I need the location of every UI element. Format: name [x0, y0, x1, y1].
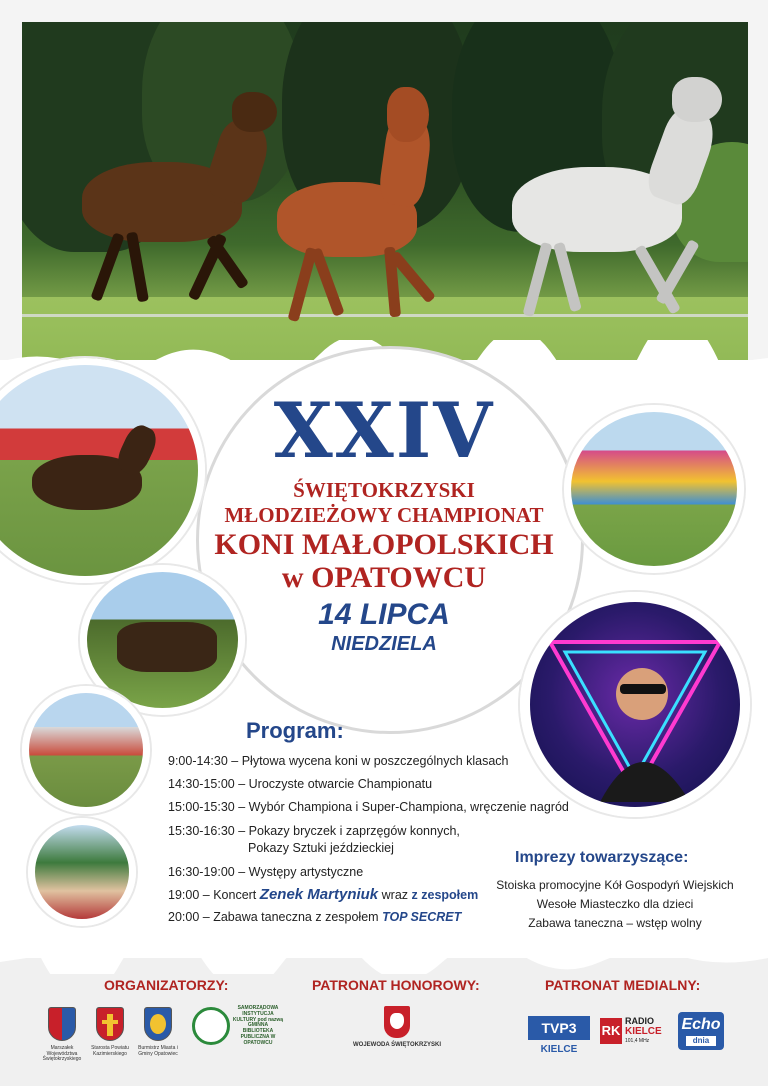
torn-edge-bottom: [0, 944, 768, 974]
event-date: 14 LIPCA: [318, 598, 450, 631]
horse-chestnut: [267, 82, 467, 322]
crest-caption: Starosta Powiatu Kazimierskiego: [91, 1045, 129, 1057]
title-line-1: ŚWIĘTOKRZYSKI: [293, 478, 475, 502]
extras-item: Stoiska promocyjne Kół Gospodyń Wiejskich: [496, 878, 734, 892]
title-line-2: MŁODZIEŻOWY CHAMPIONAT: [224, 503, 544, 527]
program-item: 9:00-14:30 – Płytowa wycena koni w poszczególnych klasach: [168, 754, 509, 768]
program-item-concert: 19:00 – Koncert Zenek Martyniuk wraz z zespołem: [168, 886, 479, 903]
program-item: 16:30-19:00 – Występy artystyczne: [168, 865, 364, 879]
institution-text: SAMORZĄDOWA INSTYTUCJA KULTURY pod nazwą GMINNA BIBLIOTEKA PUBLICZNA W OPATOWCU: [232, 1005, 284, 1046]
tvp3-logo: TVP3: [528, 1016, 590, 1040]
extras-heading: Imprezy towarzyszące:: [515, 849, 689, 866]
extras-item: Zabawa taneczna – wstęp wolny: [528, 916, 702, 930]
extras-item: Wesołe Miasteczko dla dzieci: [536, 897, 694, 911]
horse-bay: [62, 92, 282, 312]
horse-grey: [482, 77, 742, 327]
crest-caption: Marszałek Województwa Świętokrzyskiego: [42, 1045, 82, 1062]
program-heading: Program:: [246, 718, 344, 743]
artist-name: Zenek Martyniuk: [259, 886, 379, 903]
program-item: 20:00 – Zabawa taneczna z zespołem TOP SECRET: [168, 910, 462, 924]
edition-number: XXIV: [273, 386, 495, 475]
event-day: NIEDZIELA: [331, 633, 437, 655]
title-line-3: KONI MAŁOPOLSKICH: [214, 528, 554, 561]
photo-circle-carriages: [22, 686, 150, 814]
radio-kielce-logo: RK RADIO KIELCE 101,4 MHz: [601, 1016, 662, 1044]
program-item: 15:30-16:30 – Pokazy bryczek i zaprzęgów konnych,: [168, 824, 460, 838]
eagle-emblem-icon: [384, 1006, 410, 1038]
honorary-caption: WOJEWODA ŚWIĘTOKRZYSKI: [352, 1042, 441, 1048]
crest-municipality-icon: [144, 1007, 172, 1041]
program-item-continuation: Pokazy Sztuki jeździeckiej: [248, 841, 394, 855]
crest-caption: Burmistrz Miasta i Gminy Opatowiec: [138, 1045, 178, 1057]
photo-circle-performance: [28, 818, 136, 926]
tvp3-city: KIELCE: [540, 1044, 578, 1055]
crest-county-icon: [96, 1007, 124, 1041]
media-heading: PATRONAT MEDIALNY:: [545, 977, 701, 993]
echo-dnia-logo: Echo dnia: [678, 1012, 724, 1050]
honorary-heading: PATRONAT HONOROWY:: [312, 977, 480, 993]
program-item: 14:30-15:00 – Uroczyste otwarcie Championatu: [168, 777, 433, 791]
title-line-4: w OPATOWCU: [281, 561, 487, 594]
organizers-heading: ORGANIZATORZY:: [104, 977, 229, 993]
club-logo-icon: [192, 1007, 230, 1045]
program-item: 15:00-15:30 – Wybór Championa i Super-Championa, wręczenie nagród: [168, 800, 569, 814]
crest-voivodeship-icon: [48, 1007, 76, 1041]
band-name: TOP SECRET: [382, 910, 462, 924]
